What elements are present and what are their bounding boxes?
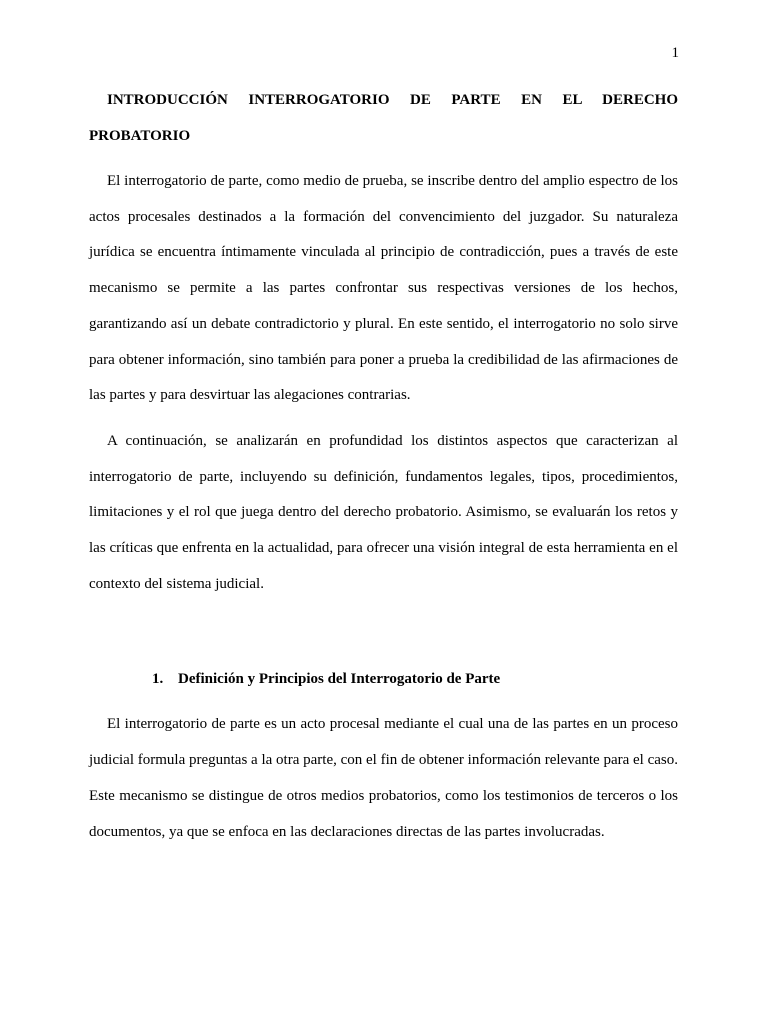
section-1-number: 1.: [152, 671, 164, 688]
intro-paragraph-2: A continuación, se analizarán en profundidad los distintos aspectos que caracterizan al interrogatorio de parte, incluyendo su definición, fundamentos legales, tipos, procedimientos, limitaciones y el rol que juega dentro del derecho probatorio. Asimismo, se evaluarán los retos y las críticas que enfrenta en la actualidad, para ofrecer una visión integral de esta herramienta en el contexto del sistema judicial.: [89, 432, 678, 592]
document-body: [89, 82, 678, 850]
section-1-heading: [89, 669, 678, 689]
intro-paragraph-1: El interrogatorio de parte, como medio de prueba, se inscribe dentro del amplio espectro de los actos procesales destinados a la formación del convencimiento del juzgador. Su naturaleza jurídica se encuentra íntimamente vinculada al principio de contradicción, pues a través de este mecanismo se permite a las partes confrontar sus respectivas versiones de los hechos, garantizando así un debate contradictorio y plural. En este sentido, el interrogatorio no solo sirve para obtener información, sino también para poner a prueba la credibilidad de las afirmaciones de las partes y para desvirtuar las alegaciones contrarias.: [89, 173, 678, 404]
section-1-paragraph: El interrogatorio de parte es un acto procesal mediante el cual una de las partes en un proceso judicial formula preguntas a la otra parte, con el fin de obtener información relevante para el caso. Este mecanismo se distingue de otros medios probatorios, como los testimonios de terceros o los documentos, ya que se enfoca en las declaraciones directas de las partes involucradas.: [89, 716, 678, 840]
page-number: 1: [671, 45, 679, 61]
section-1-title: Definición y Principios del Interrogatorio de Parte: [178, 671, 501, 688]
document-title: INTRODUCCIÓN INTERROGATORIO DE PARTE EN EL DERECHO PROBATORIO: [89, 92, 678, 144]
